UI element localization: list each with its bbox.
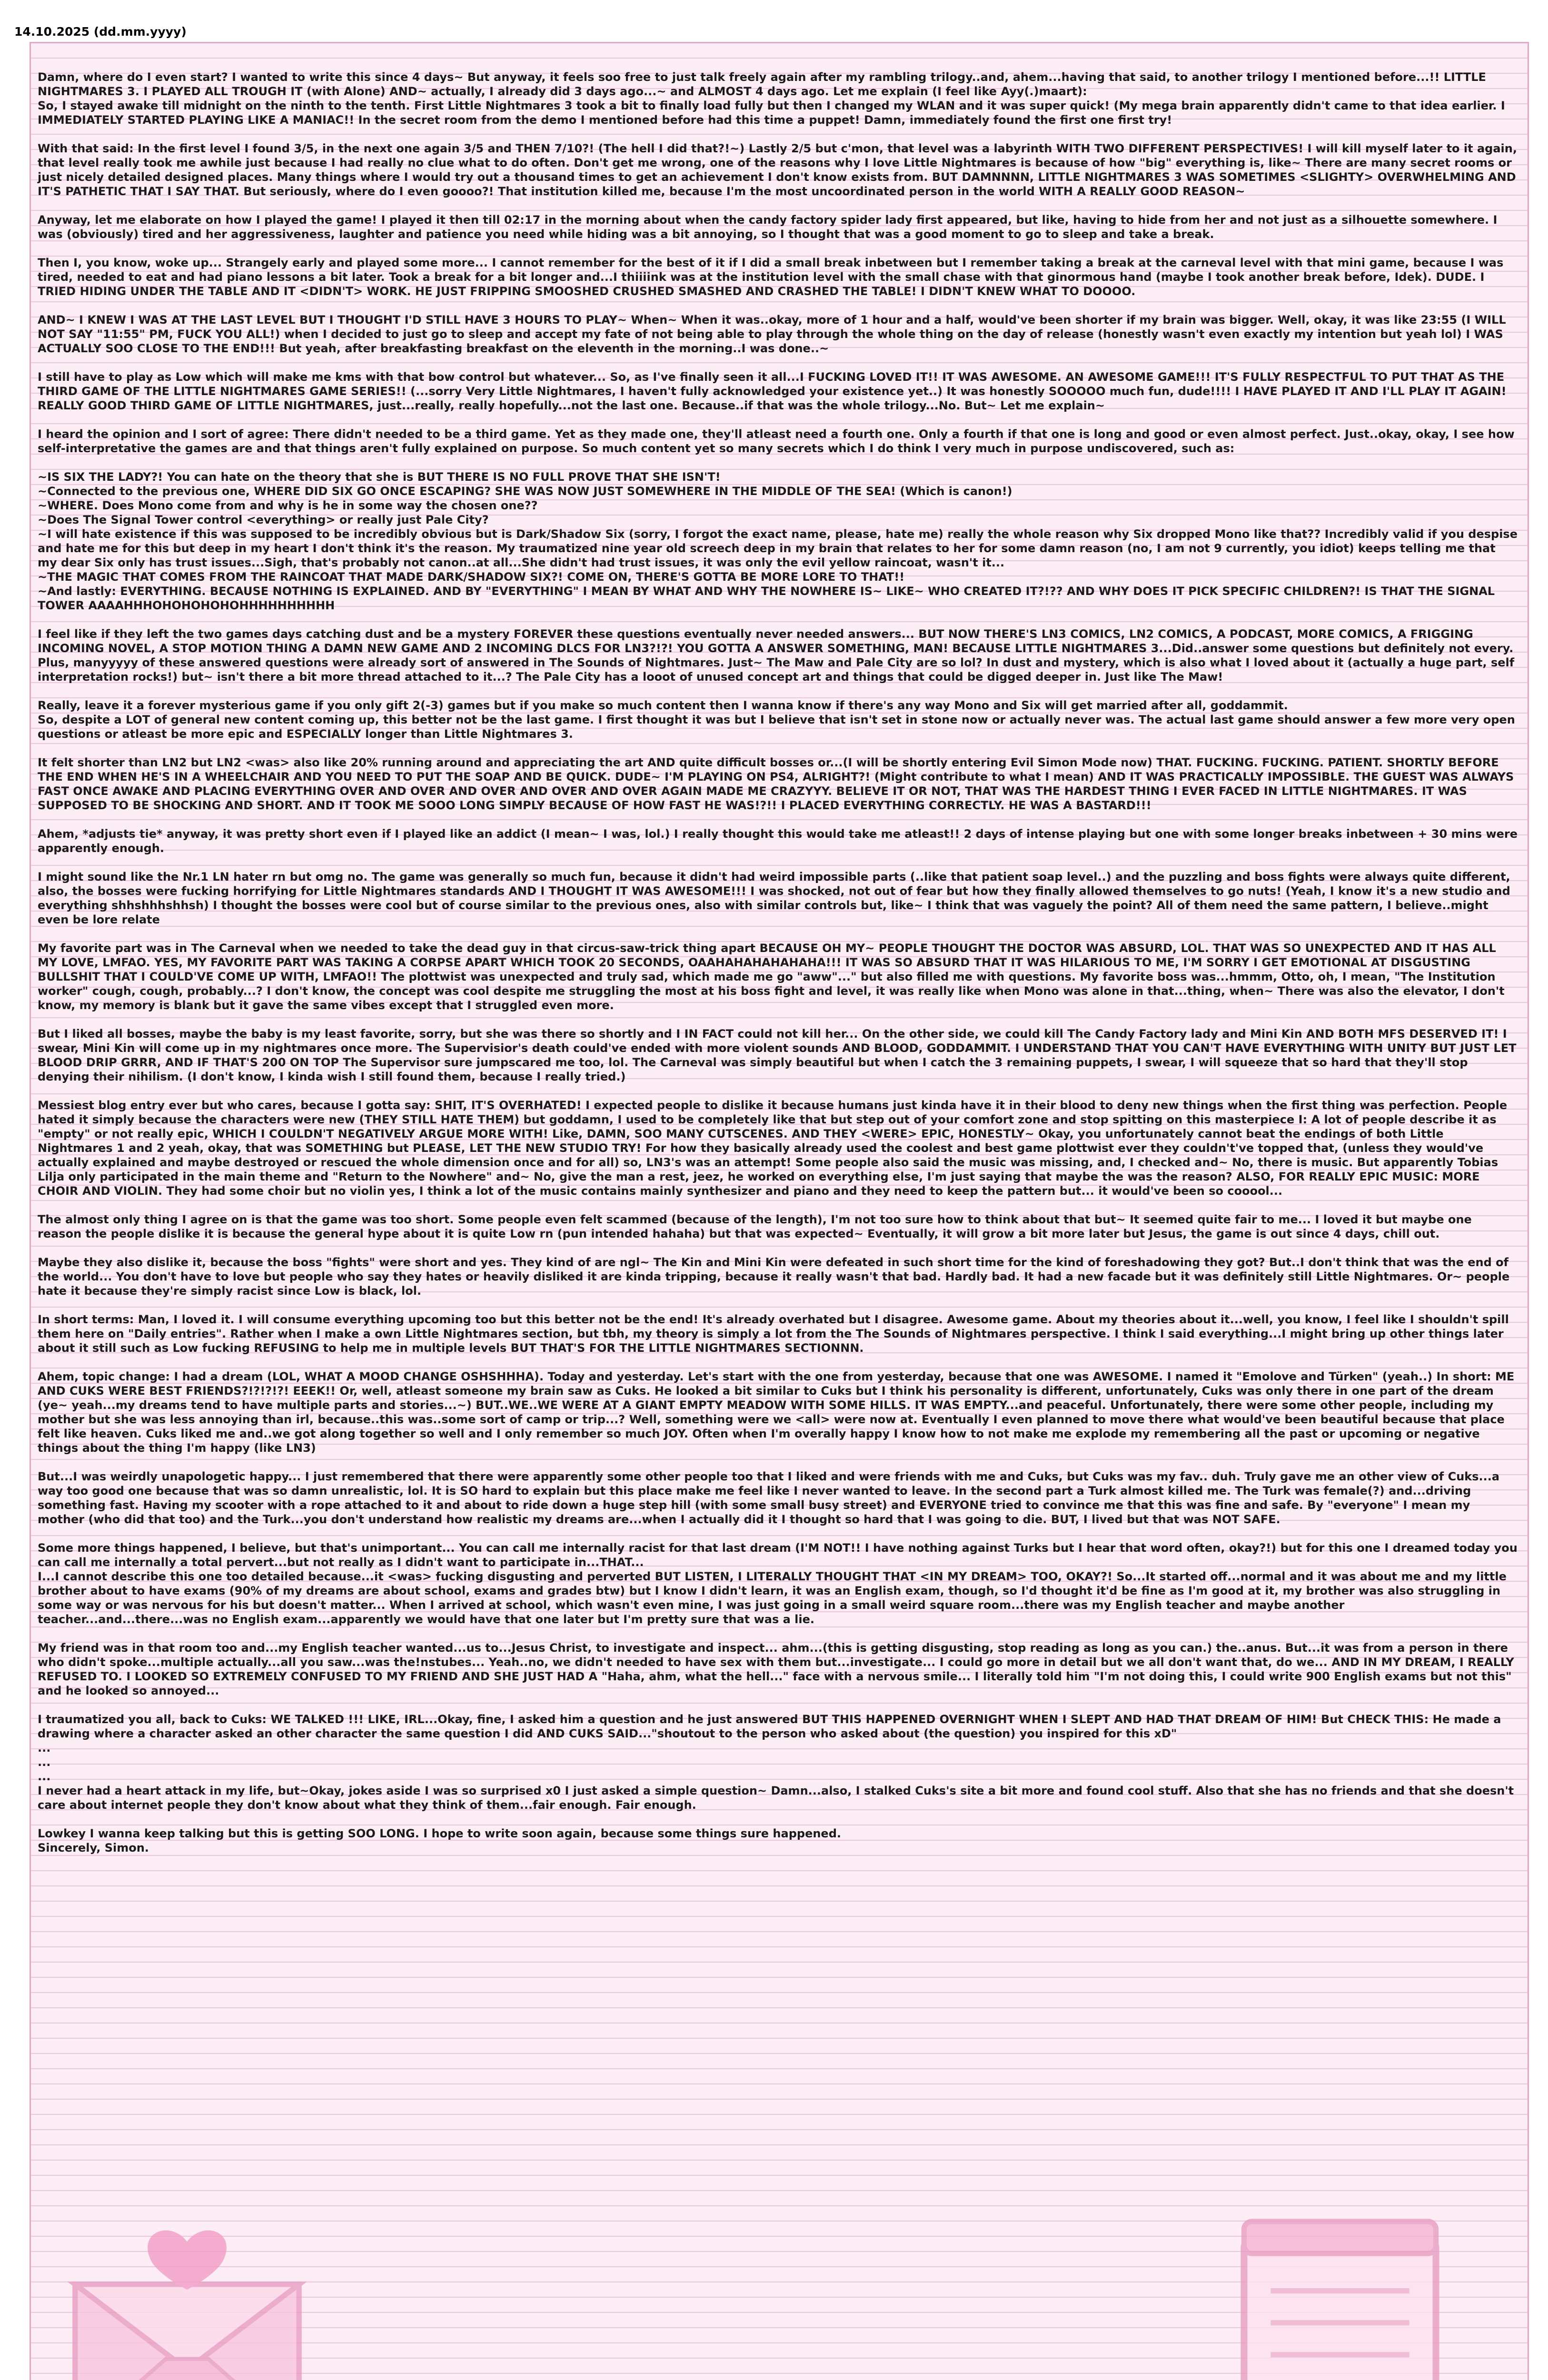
blog-line: Damn, where do I even start? I wanted to write this since 4 days~ But anyway, it feels soo free to just talk freely again after my rambling trilogy..and, ahem...having that said, to another trilogy I mentioned before...!! LITTLE NIGHTMARES 3. I PLAYED ALL TROUGH IT (with Alone) AND~ actually, I already did 3 days ago...~ and ALMOST 4 days ago. Let me explain (I feel like Ayy(.)maart): (38, 70, 1486, 98)
blog-line: ... (38, 1770, 51, 1783)
blog-paragraph (38, 370, 1518, 413)
blog-line: ~THE MAGIC THAT COMES FROM THE RAINCOAT THAT MADE DARK/SHADOW SIX?! COME ON, THERE'S GOTTA BE MORE LORE TO THAT!! (38, 570, 905, 584)
blog-paragraph (38, 827, 1518, 855)
blog-paragraph (38, 1712, 1518, 1812)
blog-paragraph (38, 1469, 1518, 1527)
blog-paragraph (38, 1212, 1518, 1241)
blog-paragraph (38, 470, 1518, 613)
blog-line: It felt shorter than LN2 but LN2 <was> also like 20% running around and appreciating the art AND quite difficult bosses or...(I will be shortly entering Evil Simon Mode now) THAT. FUCKING. FUCKING. PATIENT. SHORTLY BEFORE THE END WHEN HE'S IN A WHEELCHAIR AND YOU NEED TO PUT THE SOAP AND BE QUICK. DUDE~ I'M PLAYING ON PS4, ALRIGHT?! (Might contribute to what I mean) AND IT WAS PRACTICALLY IMPOSSIBLE. THE GUEST WAS ALWAYS FAST ONCE AWAKE AND PLACING EVERYTHING OVER AND OVER AND OVER AND OVER AND OVER AGAIN MADE ME CRAZYYY. BELIEVE IT OR NOT, THAT WAS THE HARDEST THING I EVER FACED IN LITTLE NIGHTMARES. IT WAS SUPPOSED TO BE SHOCKING AND SHORT. AND IT TOOK ME SOOO LONG SIMPLY BECAUSE OF HOW FAST HE WAS!?!! I PLACED EVERYTHING CORRECTLY. HE WAS A BASTARD!!! (38, 756, 1514, 812)
entry-date: 14.10.2025 (dd.mm.yyyy) (14, 25, 187, 39)
blog-line: ... (38, 1755, 51, 1769)
blog-line: Some more things happened, I believe, but that's unimportant... You can call me internally racist for that last dream (I'M NOT!! I have nothing against Turks but I hear that word often, okay?!) but for this one I dreamed today you can call me internally a total pervert...but not really as I didn't want to participate in...THAT... (38, 1541, 1518, 1569)
blog-line: But...I was weirdly unapologetic happy... I just remembered that there were apparently some other people too that I liked and were friends with me and Cuks, but Cuks was my fav.. duh. Truly gave me an other view of Cuks...a way too good one because that was so damn unrealistic, lol. It is SO hard to explain but this place make me feel like I never wanted to leave. In the second part a Turk almost killed me. The Turk was female(?) and...driving something fast. Having my scooter with a rope attached to it and about to ride down a huge step hill (with some small busy street) and EVERYONE tried to convince me that this was fine and safe. By "everyone" I mean my mother (who did that too) and the Turk...you don't understand how realistic my dreams are...when I actually did it I thought so hard that I was going to die. BUT, I lived but that was NOT SAFE. (38, 1470, 1500, 1526)
blog-line: ~IS SIX THE LADY?! You can hate on the theory that she is BUT THERE IS NO FULL PROVE THAT SHE ISN'T! (38, 470, 721, 484)
blog-line: My favorite part was in The Carneval when we needed to take the dead guy in that circus-saw-trick thing apart BECAUSE OH MY~ PEOPLE THOUGHT THE DOCTOR WAS ABSURD, LOL. THAT WAS SO UNEXPECTED AND IT HAS ALL MY LOVE, LMFAO. YES, MY FAVORITE PART WAS TAKING A CORPSE APART WHICH TOOK 20 SECONDS, OAAHAHAHAHAHAHA!!! IT WAS SO ABSURD THAT IT WAS HILARIOUS TO ME, I'M SORRY I GET EMOTIONAL AT DISGUSTING BULLSHIT THAT I COULD'VE COME UP WITH, LMFAO!! The plottwist was unexpected and truly sad, which made me go "aww"..." but also filled me with questions. My favorite boss was...hmmm, Otto, oh, I mean, "The Institution worker" cough, cough, probably...? I don't know, the concept was cool despite me struggling the most at his boss fight and level, it was really like when Mono was alone in that...thing, when~ There was also the elevator, I don't know, my memory is blank but it gave the same vibes except that I struggled even more. (38, 942, 1505, 1012)
blog-paragraph (38, 698, 1518, 741)
blog-line: ~WHERE. Does Mono come from and why is he in some way the chosen one?? (38, 499, 538, 512)
blog-paragraph (38, 1541, 1518, 1626)
blog-paragraph (38, 313, 1518, 356)
blog-line: I traumatized you all, back to Cuks: WE TALKED !!! LIKE, IRL...Okay, fine, I asked him a question and he just answered BUT THIS HAPPENED OVERNIGHT WHEN I SLEPT AND HAD THAT DREAM OF HIM! But CHECK THIS: He made a drawing where a character asked an other character the same question I did AND CUKS SAID..."shoutout to the person who asked about (the question) you inspired for this xD" (38, 1713, 1501, 1740)
blog-line: I never had a heart attack in my life, but~Okay, jokes aside I was so surprised x0 I just asked a simple question~ Damn...also, I stalked Cuks's site a bit more and found cool stuff. Also that she has no friends and that she doesn't care about internet people they don't know about what they think of them...fair enough. Fair enough. (38, 1784, 1514, 1812)
blog-line: So, despite a LOT of general new content coming up, this better not be the last game. I first thought it was but I believe that isn't set in stone now or actually never was. The actual last game should answer a few more very open questions or atleast be more epic and ESPECIALLY longer than Little Nightmares 3. (38, 713, 1515, 741)
blog-paragraph (38, 1312, 1518, 1355)
blog-paragraph (38, 256, 1518, 298)
blog-line: Ahem, *adjusts tie* anyway, it was pretty short even if I played like an addict (I mean~ I was, lol.) I really thought this would take me atleast!! 2 days of intense playing but one with some longer breaks inbetween + 30 mins were apparently enough. (38, 827, 1518, 855)
blog-paragraph (38, 755, 1518, 813)
blog-line: Then I, you know, woke up... Strangely early and played some more... I cannot remember for the best of it if I did a small break inbetween but I remember taking a break at the carneval level with that mini game, because I was tired, needed to eat and had piano lessons a bit later. Took a break for a bit longer and...I thiiiink was at the institution level with the small chase with that ginormous hand (maybe I took another break before, Idek). DUDE. I TRIED HIDING UNDER THE TABLE AND IT <DIDN'T> WORK. HE JUST FRIPPING SMOOSHED CRUSHED SMASHED AND CRASHED THE TABLE! I DIDN'T KNEW WHAT TO DOOOO. (38, 256, 1504, 298)
blog-paragraph (38, 1369, 1518, 1455)
notepad-icon (1207, 2195, 1473, 2380)
blog-line: My friend was in that room too and...my English teacher wanted...us to...Jesus Christ, to investigate and inspect... ahm...(this is getting disgusting, stop reading as long as you can.) the..anus. But...it was from a person in there who didn't spoke...multiple actually...all you saw...was the!nstubes... Yeah..no, we didn't needed to have sex with them but...investigate... I could go more in detail but we all don't want that, do we... AND IN MY DREAM, I REALLY REFUSED TO. I LOOKED SO EXTREMELY CONFUSED TO MY FRIEND AND SHE JUST HAD A "Haha, ahm, what the hell..." face with a nervous smile... I literally told him "I'm not doing this, I could write 900 English exams but not this" and he looked so annoyed... (38, 1641, 1514, 1697)
blog-line: ~And lastly: EVERYTHING. BECAUSE NOTHING IS EXPLAINED. AND BY "EVERYTHING" I MEAN BY WHAT AND WHY THE NOWHERE IS~ LIKE~ WHO CREATED IT?!?? AND WHY DOES IT PICK SPECIFIC CHILDREN?! IS THAT THE SIGNAL TOWER AAAAHHHOHOHOHOHOHHHHHHHHHH (38, 585, 1495, 612)
blog-line: Lowkey I wanna keep talking but this is getting SOO LONG. I hope to write soon again, because some things sure happened. (38, 1827, 842, 1840)
blog-paragraph (38, 213, 1518, 241)
blog-line: I...I cannot describe this one too detailed because...it <was> fucking disgusting and perverted BUT LISTEN, I LITERALLY THOUGHT THAT <IN MY DREAM> TOO, OKAY?! So...It started off...normal and it was about me and my little brother about to have exams (90% of my dreams are about school, exams and grades btw) but I know I didn't learn, it was an English exam, though, so I'd thought it'd be fine as I'm good at it, my brother was also struggling in some way or was nervous for his but doesn't matter... When I arrived at school, which wasn't even mine, I was just going in a small weird square room...there was my English teacher and maybe another teacher...and...there...was no English exam...apparently we would have that one later but I'm pretty sure that was a lie. (38, 1570, 1507, 1626)
blog-line: Maybe they also dislike it, because the boss "fights" were short and yes. They kind of are ngl~ The Kin and Mini Kin were defeated in such short time for the kind of foreshadowing they got? But..I don't think that was the end of the world... You don't have to love but people who say they hates or heavily disliked it are kinda tripping, because it really wasn't that bad. Hardly bad. It had a new facade but it was definitely still Little Nightmares. Or~ people hate it because they're simply racist since Low is black, lol. (38, 1256, 1510, 1298)
blog-line: The almost only thing I agree on is that the game was too short. Some people even felt scammed (because of the length), I'm not too sure how to think about that but~ It seemed quite fair to me... I loved it but maybe one reason the people dislike it is because the general hype about it is quite Low rn (pun intended hahaha) but that was expected~ Eventually, it will grow a bit more later but Jesus, the game is out since 4 days, chill out. (38, 1213, 1472, 1240)
blog-paragraph (38, 141, 1518, 198)
blog-paragraph (38, 1826, 1518, 1855)
blog-line: ... (38, 1741, 51, 1755)
blog-paragraph (38, 627, 1518, 684)
blog-entry-text (38, 70, 1518, 1869)
blog-line: I still have to play as Low which will make me kms with that bow control but whatever... So, as I've finally seen it all...I FUCKING LOVED IT!! IT WAS AWESOME. AN AWESOME GAME!!! IT'S FULLY RESPECTFUL TO PUT THAT AS THE THIRD GAME OF THE LITTLE NIGHTMARES GAME SERIES!! (...sorry Very Little Nightmares, I haven't fully acknowledged your existence yet..) It was honestly SOOOOO much fun, dude!!!! I HAVE PLAYED IT AND I'LL PLAY IT AGAIN! REALLY GOOD THIRD GAME OF LITTLE NIGHTMARES, just...really, really hopefully...not the last one. Because..if that was the whole trilogy...No. But~ Let me explain~ (38, 370, 1507, 412)
blog-paragraph (38, 1641, 1518, 1698)
envelope-icon (54, 2204, 320, 2380)
blog-line: Anyway, let me elaborate on how I played the game! I played it then till 02:17 in the morning about when the candy factory spider lady first appeared, but like, having to hide from her and not just as a silhouette somewhere. I was (obviously) tired and her aggressiveness, laughter and patience you need while hiding was a bit annoying, so I thought that was a good moment to go to sleep and take a break. (38, 213, 1498, 241)
blog-line: So, I stayed awake till midnight on the ninth to the tenth. First Little Nightmares 3 took a bit to finally load fully but then I changed my WLAN and it was super quick! (My mega brain apparently didn't came to that idea earlier. I IMMEDIATELY STARTED PLAYING LIKE A MANIAC!! In the secret room from the demo I mentioned before had this time a puppet! Damn, immediately found the first one first try! (38, 99, 1505, 127)
blog-line: I might sound like the Nr.1 LN hater rn but omg no. The game was generally so much fun, because it didn't had weird impossible parts (..like that patient soap level..) and the puzzling and boss fights were always quite different, also, the bosses were fucking horrifying for Little Nightmares standards AND I THOUGHT IT WAS AWESOME!!! I was shocked, not out of fear but how they finally allowed themselves to go nuts! (Yeah, I know it's a new studio and everything shhshhhshhsh) I thought the bosses were cool but of course similar to the previous ones, also with similar controls but, like~ I think that was vaguely the point? All of them need the same pattern, I believe..might even be lore relate (38, 870, 1510, 926)
blog-line: Ahem, topic change: I had a dream (LOL, WHAT A MOOD CHANGE OSHSHHHA). Today and yesterday. Let's start with the one from yesterday, because that one was AWESOME. I named it "Emolove and Türken" (yeah..) In short: ME AND CUKS WERE BEST FRIENDS?!?!?!?! EEEK!! Or, well, atleast someone my brain saw as Cuks. He looked a bit similar to Cuks but I think his personality is different, unfortunately, Cuks was only there in one part of the dream (ye~ yeah...my dreams tend to have multiple parts and stories...~) BUT..WE..WE WERE AT A GIANT EMPTY MEADOW WITH SOME HILLS. IT WAS EMPTY...and peaceful. Unfortunately, there were some other people, including my mother but she was less annoying than irl, because..this was..some sort of camp or trip...? Well, something were we <all> were now at. Eventually I even planned to move there what would've been beautiful because that place felt like heaven. Cuks liked me and..we got along together so well and I only remember so much JOY. Often when I'm overally happy I know how to not make me explode my remembering all the past or upcoming or negative things about the thing I'm happy (like LN3) (38, 1370, 1515, 1455)
blog-line: In short terms: Man, I loved it. I will consume everything upcoming too but this better not be the end! It's already overhated but I disagree. Awesome game. About my theories about it...well, you know, I feel like I shouldn't spill them here on "Daily entries". Rather when I make a own Little Nightmares section, but tbh, my theory is simply a lot from the The Sounds of Nightmares perspective. I think I said everything...I might bring up other things later about it still such as Low fucking REFUSING to help me in multiple levels BUT THAT'S FOR THE LITTLE NIGHTMARES SECTIONNN. (38, 1313, 1509, 1355)
blog-line: ~Does The Signal Tower control <everything> or really just Pale City? (38, 513, 489, 526)
blog-line: AND~ I KNEW I WAS AT THE LAST LEVEL BUT I THOUGHT I'D STILL HAVE 3 HOURS TO PLAY~ When~ When it was..okay, more of 1 hour and a half, would've been shorter if my brain was bigger. Well, okay, it was like 23:55 (I WILL NOT SAY "11:55" PM, FUCK YOU ALL!) when I decided to just go to sleep and accept my fate of not being able to play through the whole thing on the day of release (honestly wasn't even exactly my intention but yeah lol) I WAS ACTUALLY SOO CLOSE TO THE END!!! But yeah, after breakfasting breakfast on the eleventh in the morning..I was done..~ (38, 313, 1506, 355)
blog-paragraph (38, 1255, 1518, 1298)
blog-paragraph (38, 427, 1518, 456)
blog-paragraph (38, 1027, 1518, 1084)
blog-paragraph (38, 1098, 1518, 1198)
blog-line: Messiest blog entry ever but who cares, because I gotta say: SHIT, IT'S OVERHATED! I expected people to dislike it because humans just kinda have it in their blood to deny new things when the first thing was perfection. People hated it simply because the characters were new (THEY STILL HATE THEM) but goddamn, I used to be completely like that but step out of your comfort zone and stop spitting on this masterpiece I: A lot of people describe it as "empty" or not really epic, WHICH I COULDN'T NEGATIVELY ARGUE MORE WITH! Like, DAMN, SOO MANY CUTSCENES. AND THEY <WERE> EPIC, HONESTLY~ Okay, you unfortunately cannot beat the endings of both Little Nightmares 1 and 2 yeah, okay, that was SOMETHING but PLEASE, LET THE NEW STUDIO TRY! For how they basically already used the coolest and best game plottwist ever they couldn't've topped that, (unless they would've actually explained and maybe destroyed or rescued the whole dimension once and for all) so, LN3's was an attempt! Some people also said the music was missing, and, I checked and~ No, there is music. But apparently Tobias Lilja only participated in the main theme and "Return to the Nowhere" and~ No, give the man a rest, jeez, he worked on everything else, I'm just saying that maybe the was the reason? ALSO, FOR REALLY EPIC MUSIC: MORE CHOIR AND VIOLIN. They had some choir but no violin yes, I think a lot of the music contains mainly synthesizer and piano and they need to keep the pattern but... it would've been so cooool... (38, 1099, 1508, 1198)
blog-paragraph (38, 870, 1518, 927)
blog-paragraph (38, 70, 1518, 127)
blog-line: But I liked all bosses, maybe the baby is my least favorite, sorry, but she was there so shortly and I IN FACT could not kill her... On the other side, we could kill The Candy Factory lady and Mini Kin AND BOTH MFS DESERVED IT! I swear, Mini Kin will come up in my nightmares once more. The Supervisior's death could've ended with more violent sounds AND BLOOD, GODDAMMIT. I UNDERSTAND THAT YOU CAN'T HAVE EVERYTHING WITH UNITY BUT JUST LET BLOOD DRIP GRRR, AND IF THAT'S 200 ON TOP The Supervisor sure jumpscared me too, lol. The Carneval was simply beautiful but when I catch the 3 remaining puppets, I swear, I will squeeze that so hard that they'll stop denying their nihilism. (I don't know, I kinda wish I still found them, because I really tried.) (38, 1027, 1517, 1083)
blog-line: Sincerely, Simon. (38, 1841, 149, 1854)
blog-line: I heard the opinion and I sort of agree: There didn't needed to be a third game. Yet as they made one, they'll atleast need a fourth one. Only a fourth if that one is long and good or even almost perfect. Just..okay, okay, I see how self-interpretative the games are and that things aren't fully explained on purpose. So much content yet so many secrets which I do think I very much in purpose undiscovered, such as: (38, 427, 1515, 455)
blog-line: ~I will hate existence if this was supposed to be incredibly obvious but is Dark/Shadow Six (sorry, I forgot the exact name, please, hate me) really the whole reason why Six dropped Mono like that?? Incredibly valid if you despise and hate me for this but deep in my heart I don't think it's the reason. My traumatized nine year old screech deep in my brain that relates to her for some damn reason (no, I am not 9 currently, you idiot) keeps telling me that my dear Six only has trust issues...Sigh, that's probably not canon..at all...She didn't had trust issues, it was only the evil yellow raincoat, wasn't it... (38, 527, 1518, 569)
blog-line: I feel like if they left the two games days catching dust and be a mystery FOREVER these questions eventually never needed answers... BUT NOW THERE'S LN3 COMICS, LN2 COMICS, A PODCAST, MORE COMICS, A FRIGGING INCOMING NOVEL, A STOP MOTION THING A DAMN NEW GAME AND 2 INCOMING DLCS FOR LN3?!?! YOU GOTTA A ANSWER SOMETHING, MAN! BECAUSE LITTLE NIGHTMARES 3...Did..answer some questions but definitely not every. Plus, manyyyyy of these answered questions were already sort of answered in The Sounds of Nightmares. Just~ The Maw and Pale City are so lol? In dust and mystery, which is also what I loved about it (actually a huge part, self interpretation rocks!) but~ isn't there a bit more thread attached to it...? The Pale City has a looot of unused concept art and things that could be digged deeper in. Just like The Maw! (38, 627, 1515, 684)
blog-line: Really, leave it a forever mysterious game if you only gift 2(-3) games but if you make so much content then I wanna know if there's any way Mono and Six will get married after all, goddammit. (38, 699, 1288, 712)
blog-paragraph (38, 941, 1518, 1012)
blog-line: ~Connected to the previous one, WHERE DID SIX GO ONCE ESCAPING? SHE WAS NOW JUST SOMEWHERE IN THE MIDDLE OF THE SEA! (Which is canon!) (38, 485, 1012, 498)
blog-page (30, 42, 1529, 2380)
blog-line: With that said: In the first level I found 3/5, in the next one again 3/5 and THEN 7/10?! (The hell I did that?!~) Lastly 2/5 but c'mon, that level was a labyrinth WITH TWO DIFFERENT PERSPECTIVES! I will kill myself later to it again, that level really took me awhile just because I had really no clue what to do often. Don't get me wrong, one of the reasons why I love Little Nightmares is because of how "big" everything is, like~ There are many secret rooms or just nicely detailed designed places. Many things where I would try out a thousand times to get an achievement I don't know exists from. BUT DAMNNNN, LITTLE NIGHTMARES 3 WAS SOMETIMES <SLIGHTY> OVERWHELMING AND IT'S PATHETIC THAT I SAY THAT. But seriously, where do I even goooo?! That institution killed me, because I'm the most uncoordinated person in the world WITH A REALLY GOOD REASON~ (38, 142, 1517, 198)
